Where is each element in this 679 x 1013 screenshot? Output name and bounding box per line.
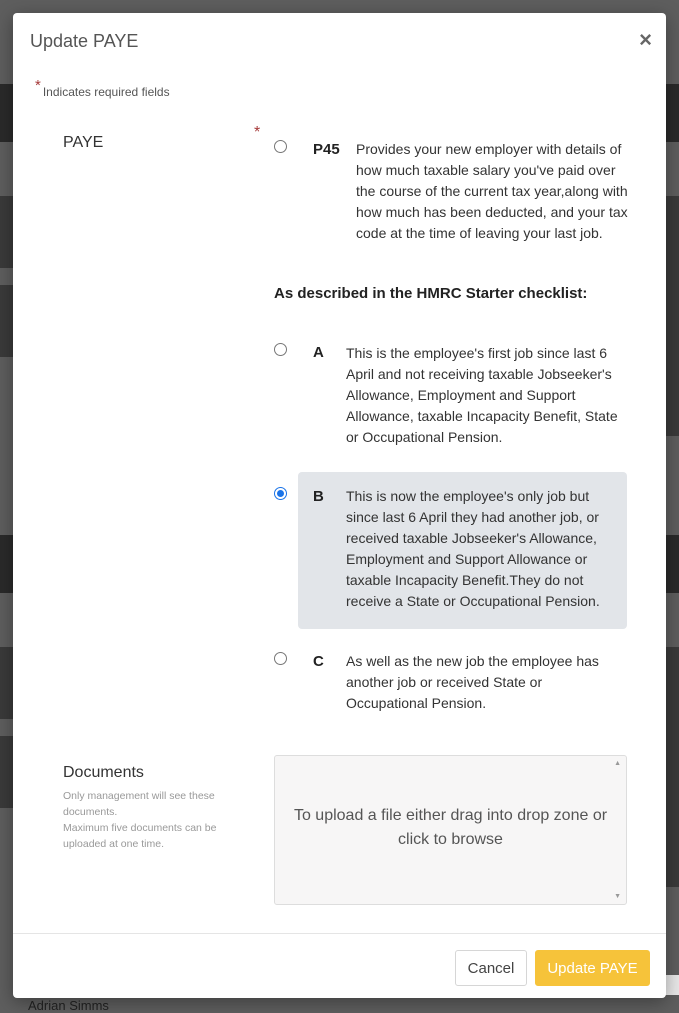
background-tile [0, 736, 14, 808]
background-tile [665, 647, 679, 887]
documents-help-visibility: Only management will see these documents. [63, 790, 215, 818]
option-description-p45: Provides your new employer with details of how much taxable salary you've paid over the course of the current tax year,along with how much has been deducted, and your tax code at the time of leaving your last job. [356, 141, 628, 241]
option-description-a: This is the employee's first job since last 6 April and not receiving taxable Jobseeker's Allowance, Employment and Support Allowance, taxable Incapacity Benefit, State or Occupational Pension. [346, 345, 618, 445]
background-tile [0, 285, 14, 357]
paye-required-star: * [254, 124, 261, 141]
option-description-b: This is now the employee's only job but since last 6 April they had another job, or received taxable Jobseeker's Allowance, Employment and Support Allowance or taxable Incapacity Benefit.They do not receive a State or Occupational Pension. [346, 488, 600, 609]
documents-dropzone[interactable] [274, 755, 627, 905]
scroll-down-arrow-icon[interactable]: ▼ [614, 893, 621, 900]
required-star: * [35, 77, 41, 94]
background-snippet [665, 975, 679, 995]
background-toolbar [665, 84, 679, 142]
option-code-p45: P45 [313, 141, 340, 158]
close-icon: × [639, 27, 652, 52]
modal-title: Update PAYE [30, 31, 139, 51]
dropzone-text: To upload a file either drag into drop zone or click to browse [293, 807, 608, 848]
close-button[interactable] [639, 29, 652, 51]
update-paye-modal [13, 13, 666, 998]
modal-header [13, 13, 666, 71]
cancel-button[interactable]: Cancel [455, 950, 527, 986]
documents-label: Documents [63, 764, 144, 781]
paye-radio-c[interactable] [274, 652, 287, 665]
option-description-c: As well as the new job the employee has another job or received State or Occupational Pension. [346, 653, 599, 711]
option-code-c: C [313, 653, 324, 670]
paye-label: PAYE [63, 134, 104, 151]
documents-help [63, 788, 233, 852]
required-note-text: Indicates required fields [42, 85, 170, 99]
paye-radio-b[interactable] [274, 487, 287, 500]
background-employee-name: Adrian Simms [28, 998, 109, 1013]
required-fields-note [35, 77, 170, 100]
option-code-b: B [313, 488, 324, 505]
option-code-a: A [313, 344, 324, 361]
paye-radio-a[interactable] [274, 343, 287, 356]
background-toolbar [0, 84, 14, 142]
checklist-heading: As described in the HMRC Starter checklist: [274, 285, 588, 302]
background-toolbar [0, 535, 14, 593]
update-paye-button[interactable]: Update PAYE [535, 950, 650, 986]
background-tile [0, 647, 14, 719]
scroll-up-arrow-icon[interactable]: ▲ [614, 760, 621, 767]
background-tile [0, 196, 14, 268]
footer-divider [13, 933, 666, 934]
background-tile [665, 196, 679, 436]
paye-radio-p45[interactable] [274, 140, 287, 153]
documents-help-limit: Maximum five documents can be uploaded at one time. [63, 822, 217, 850]
background-toolbar [665, 535, 679, 593]
